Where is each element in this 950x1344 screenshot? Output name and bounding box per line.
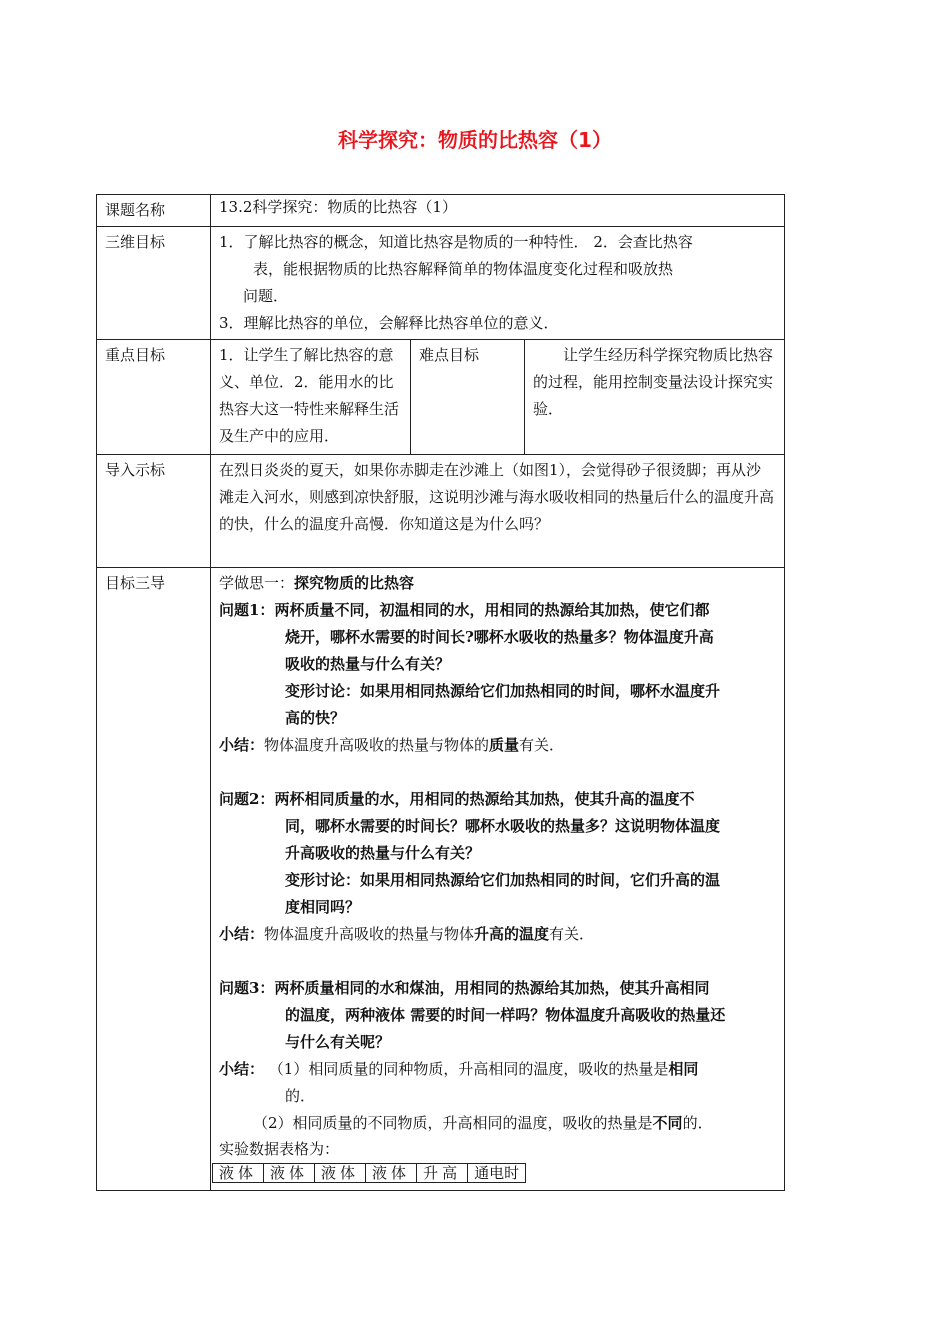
question-3-line-3: 与什么有关呢？ xyxy=(285,1033,391,1051)
question-2-line-3: 升高吸收的热量与什么有关？ xyxy=(285,844,481,862)
summary-2: 小结：物体温度升高吸收的热量与物体升高的温度有关． xyxy=(219,925,595,943)
question-1: 问题1：两杯质量不同，初温相同的水，用相同的热源给其加热，使它们都 xyxy=(219,601,710,619)
row-goals xyxy=(97,227,785,340)
guide-label: 目标三导 xyxy=(97,568,211,1191)
page-title: 科学探究：物质的比热容（1） xyxy=(338,128,612,152)
question-1-line-2: 烧开，哪杯水需要的时间长?哪杯水吸收的热量多？物体温度升高 xyxy=(285,628,714,646)
question-2: 问题2：两杯相同质量的水，用相同的热源给其加热，使其升高的温度不 xyxy=(219,790,695,808)
difficult-value: 让学生经历科学探究物质比热容的过程，能用控制变量法设计探究实验． xyxy=(525,340,785,455)
goals-line-4: 3．理解比热容的单位，会解释比热容单位的意义． xyxy=(219,314,559,332)
goals-line-2: 表，能根据物质的比热容解释简单的物体温度变化过程和吸放热 xyxy=(253,260,674,278)
row-guide xyxy=(97,568,785,1191)
header-cell: 通电时 xyxy=(468,1164,526,1183)
experiment-data-table xyxy=(212,1163,526,1183)
question-2-variant: 变形讨论：如果用相同热源给它们加热相同的时间，它们升高的温 xyxy=(285,871,721,889)
row-key xyxy=(97,340,785,455)
key-label: 重点目标 xyxy=(97,340,211,455)
spacer xyxy=(219,948,776,975)
spacer xyxy=(219,759,776,786)
summary-1: 小结：物体温度升高吸收的热量与物体的质量有关． xyxy=(219,736,565,754)
key-value: 1．让学生了解比热容的意义、单位．2．能用水的比热容大这一特性来解释生活及生产中的应用． xyxy=(211,340,411,455)
goals-line-1: 1．了解比热容的概念，知道比热容是物质的一种特性． 2．会查比热容 xyxy=(219,233,693,251)
lesson-plan-table xyxy=(96,194,785,1191)
question-1-line-3: 吸收的热量与什么有关？ xyxy=(285,655,451,673)
question-2-line-2: 同，哪杯水需要的时间长？哪杯水吸收的热量多？这说明物体温度 xyxy=(285,817,721,835)
header-cell: 液体 xyxy=(315,1164,366,1183)
topic-label: 课题名称 xyxy=(97,195,211,227)
experiment-header-row xyxy=(213,1164,526,1183)
intro-label: 导入示标 xyxy=(97,455,211,568)
question-1-variant-line-2: 高的快？ xyxy=(285,709,346,727)
header-cell: 液体 xyxy=(213,1164,264,1183)
summary-3: 小结： （1）相同质量的同种物质，升高相同的温度，吸收的热量是相同 xyxy=(219,1060,699,1078)
question-1-variant: 变形讨论：如果用相同热源给它们加热相同的时间，哪杯水温度升 xyxy=(285,682,721,700)
intro-value: 在烈日炎炎的夏天，如果你赤脚走在沙滩上（如图1），会觉得砂子很烫脚；再从沙滩走入河水，则感到凉快舒服，这说明沙滩与海水吸收相同的热量后什么的温度升高的快，什么的温度升高慢．你知道这是为什么吗？ xyxy=(211,455,785,568)
topic-value: 13.2科学探究：物质的比热容（1） xyxy=(211,195,785,227)
summary-3-part-2: （2）相同质量的不同物质，升高相同的温度，吸收的热量是不同的． xyxy=(253,1114,713,1132)
header-cell: 升高 xyxy=(417,1164,468,1183)
question-2-variant-line-2: 度相同吗？ xyxy=(285,898,361,916)
goals-label: 三维目标 xyxy=(97,227,211,340)
table-intro: 实验数据表格为： xyxy=(219,1140,340,1158)
guide-heading: 学做思一：探究物质的比热容 xyxy=(219,574,415,592)
header-cell: 液体 xyxy=(264,1164,315,1183)
guide-value xyxy=(211,568,785,1191)
header-cell: 液体 xyxy=(366,1164,417,1183)
row-topic xyxy=(97,195,785,227)
summary-3-line-2: 的． xyxy=(285,1087,316,1105)
difficult-label: 难点目标 xyxy=(411,340,525,455)
question-3: 问题3：两杯质量相同的水和煤油，用相同的热源给其加热，使其升高相同 xyxy=(219,979,710,997)
row-intro xyxy=(97,455,785,568)
goals-value xyxy=(211,227,785,340)
goals-line-3: 问题． xyxy=(243,287,289,305)
question-3-line-2: 的温度，两种液体 需要的时间一样吗？物体温度升高吸收的热量还 xyxy=(285,1006,726,1024)
